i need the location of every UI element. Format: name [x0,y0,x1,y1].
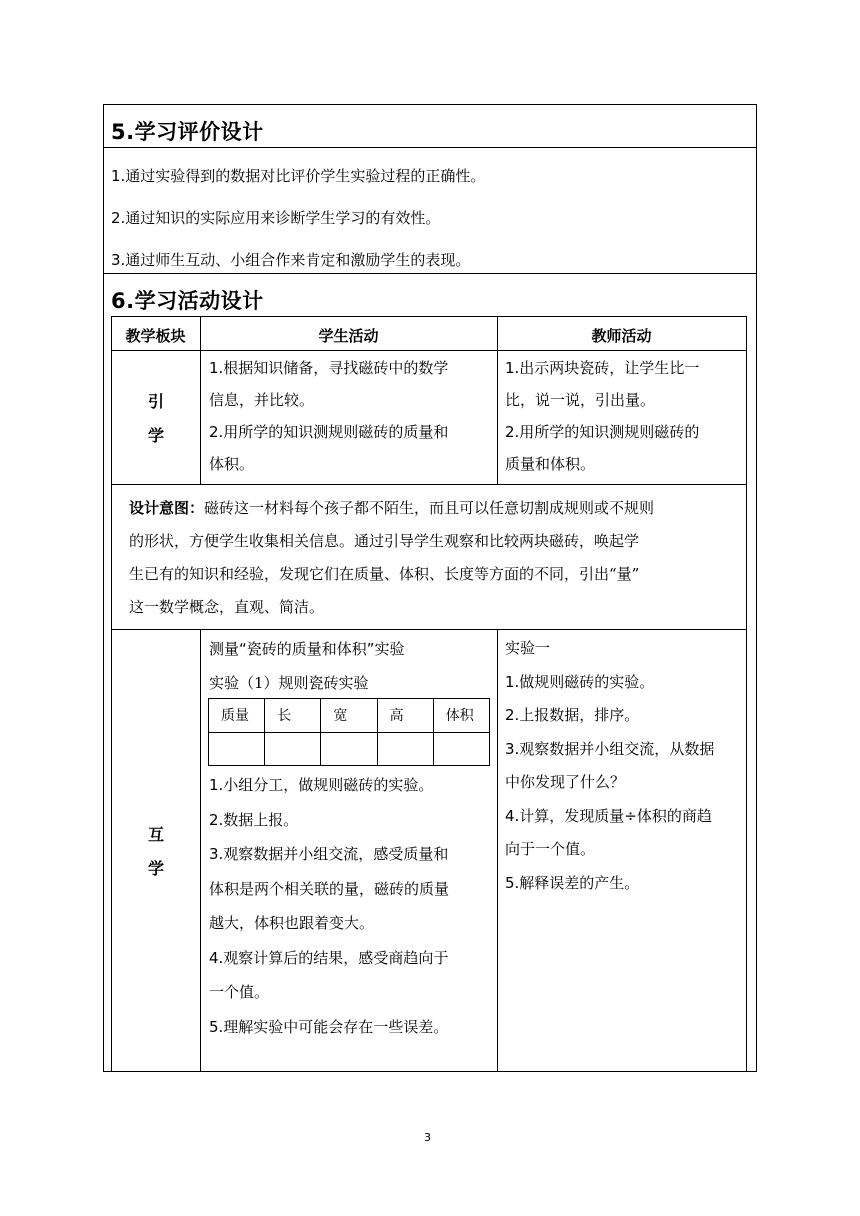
mutual-student-line: 一个值。 [209,983,270,1001]
mutual-teacher-line: 3.观察数据并小组交流，从数据 [505,739,715,758]
mutual-teacher-line: 5.解释误差的产生。 [505,873,640,892]
header-student-activity: 学生活动 [318,327,379,345]
mutual-student-line: 体积是两个相关联的量，磁砖的质量 [209,879,450,898]
design-intent-line: 磁砖这一材料每个孩子都不陌生，而且可以任意切割成规则或不规则 [204,499,655,517]
design-intent-line: 的形状，方便学生收集相关信息。通过引导学生观察和比较两块磁砖，唤起学 [129,532,640,550]
mutual-label-2: 学 [147,859,164,878]
table-row [209,732,490,766]
design-intent [129,492,729,624]
intro-teacher-line: 比，说一说，引出量。 [505,391,656,409]
table-header-volume: 体积 [433,699,489,733]
header-teaching-block: 教学板块 [125,327,186,345]
table-top-border [111,316,747,317]
table-left-border [111,316,112,1072]
mutual-student-line: 4.观察计算后的结果，感受商趋向于 [209,948,449,967]
intro-student-line: 信息，并比较。 [209,391,315,409]
intro-student-line: 体积。 [209,455,255,473]
mutual-teacher-line: 实验一 [505,639,551,657]
evaluation-item-2: 2.通过知识的实际应用来诊断学生学习的有效性。 [111,209,441,227]
intro-teacher-activity [505,352,745,480]
intro-label-1: 引 [147,392,164,411]
intro-student-line: 2.用所学的知识测规则磁砖的质量和 [209,423,449,441]
mutual-label-1: 互 [147,825,164,844]
mutual-student-line: 越大，体积也跟着变大。 [209,914,375,932]
table-right-border [746,316,747,1072]
table-header-mass: 质量 [209,699,265,733]
table-cell [209,732,265,766]
header-teacher-activity: 教师活动 [591,327,652,345]
experiment-title: 测量“瓷砖的质量和体积”实验 [209,640,405,658]
intro-label-2: 学 [147,426,164,445]
design-intent-label: 设计意图： [129,499,205,517]
mutual-teacher-line: 2.上报数据，排序。 [505,706,640,724]
table-cell [377,732,433,766]
intro-student-line: 1.根据知识储备，寻找磁砖中的数学 [209,359,449,377]
table-row [209,699,490,733]
intro-student-activity [209,352,495,480]
table-cell [433,732,489,766]
table-header-length: 长 [265,699,321,733]
table-header-width: 宽 [321,699,377,733]
page-number: 3 [424,1131,431,1144]
mutual-teacher-line: 向于一个值。 [505,840,596,858]
table-cell [321,732,377,766]
mutual-teacher-activity [505,632,745,900]
divider [103,273,757,274]
design-row-bottom [111,629,747,630]
section6-title: 6.学习活动设计 [111,289,264,313]
mutual-teacher-line: 1.做规则磁砖的实验。 [505,672,655,691]
section5-title: 5.学习评价设计 [111,120,264,144]
evaluation-item-1: 1.通过实验得到的数据对比评价学生实验过程的正确性。 [111,167,486,185]
header-row-bottom [111,350,747,351]
measurement-table [208,698,490,766]
evaluation-item-3: 3.通过师生互动、小组合作来肯定和激励学生的表现。 [111,251,471,269]
mutual-student-line: 1.小组分工，做规则磁砖的实验。 [209,776,434,794]
mutual-teacher-line: 中你发现了什么？ [505,773,626,791]
experiment-subtitle: 实验（1）规则瓷砖实验 [209,674,369,692]
mutual-student-line: 2.数据上报。 [209,810,299,829]
col-divider-1-lower [200,629,201,1072]
divider [103,147,757,148]
intro-teacher-line: 1.出示两块瓷砖，让学生比一 [505,359,700,377]
mutual-student-line: 3.观察数据并小组交流，感受质量和 [209,845,449,863]
intro-teacher-line: 质量和体积。 [505,455,596,473]
mutual-student-activity [209,768,495,1044]
table-header-height: 高 [377,699,433,733]
table-cell [265,732,321,766]
mutual-student-line: 5.理解实验中可能会存在一些误差。 [209,1017,449,1036]
col-divider-2-lower [497,629,498,1072]
mutual-teacher-line: 4.计算，发现质量÷体积的商趋 [505,806,712,825]
design-intent-line: 生已有的知识和经验，发现它们在质量、体积、长度等方面的不同，引出“量” [129,565,640,583]
design-intent-line: 这一数学概念，直观、简洁。 [129,598,325,616]
intro-teacher-line: 2.用所学的知识测规则磁砖的 [505,423,700,441]
intro-row-bottom [111,484,747,485]
